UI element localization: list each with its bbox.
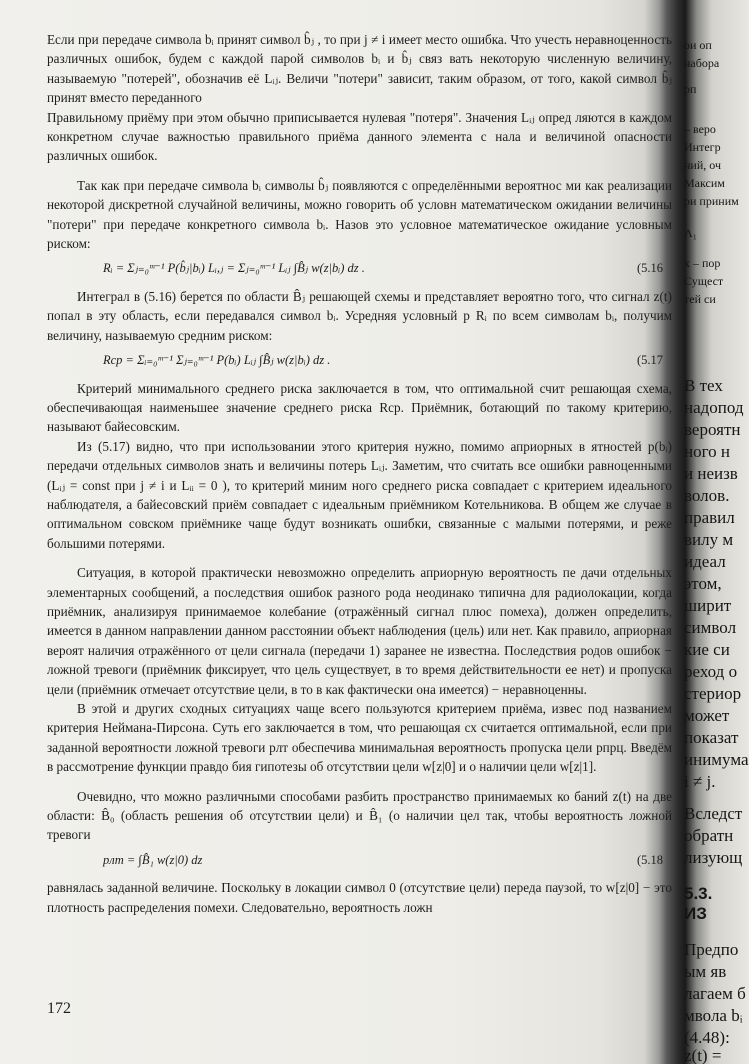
paragraph: Из (5.17) видно, что при использовании этого критерия нужно, помимо априорных в ятностей p(bᵢ) передачи отдельных символов знать и величины потерь Lᵢⱼ. Заметим, что считать все ошибки равноценными (Lᵢⱼ = const при j ≠ i и Lᵢᵢ = 0 ), то критерий миним ного среднего риска совпадает с критерием идеального наблюдателя, а байесовский приём совпадает с идеальным приёмником Котельникова. В общем же случае в оптимальном совском приёмнике чаще будут возникать ошибки, связанные с малыми потерями, и реже большими потерями. (47, 438, 672, 551)
right-text-fragment: i ≠ j. (684, 772, 716, 791)
right-text-fragment: показат (684, 728, 739, 747)
right-text-fragment: ширит (684, 596, 732, 615)
right-text-fragment: В тех (684, 376, 723, 395)
right-heading-fragment: 5.3. (684, 884, 713, 903)
right-text-fragment: лизующ (684, 848, 743, 867)
right-text-fragment: обратн (684, 826, 734, 845)
right-text-fragment: вероятн (684, 420, 741, 439)
right-text-fragment: Λ₁ (684, 226, 697, 240)
right-text-fragment: тей си (684, 292, 716, 306)
formula-text: Rср = Σᵢ₌₀ᵐ⁻¹ Σⱼ₌₀ᵐ⁻¹ P(bᵢ) Lᵢⱼ ∫B̂ⱼ w(z|bᵢ) dz . (103, 353, 331, 368)
right-text-fragment: реход о (684, 662, 738, 681)
right-text-fragment: ного н (684, 442, 730, 461)
paragraph: Очевидно, что можно различными способами разбить пространство принимаемых ко баний z(t) на две области: B̂₀ (область решения об отсутствии цели) и B̂₁ (о наличии цел так, чтобы вероятность ложной тревоги (47, 788, 672, 843)
right-text-fragment: идеал (684, 552, 726, 571)
right-text-fragment: вилу м (684, 530, 734, 549)
formula-number: (5.17 (636, 353, 663, 368)
right-text-fragment: правил (684, 508, 735, 527)
formula-text: pлт = ∫B̂₁ w(z|0) dz (103, 852, 203, 867)
right-text-fragment: ний, оч (684, 158, 721, 172)
paragraph: Правильному приёму при этом обычно приписывается нулевая "потеря". Значения Lᵢⱼ опред ляются в каждом конкретном случае важностью правильного приёма данного элемента с нала и величиной опасности различных ошибок. (47, 109, 672, 164)
formula-5-16 (103, 259, 663, 278)
paragraph: В этой и других сходных ситуациях чаще всего пользуются критерием приёма, извес под названием критерия Неймана-Пирсона. Суть его заключается в том, что решающая сх считается оптимальной, если при заданной вероятности ложной тревоги pлт обеспечива минимальная вероятность пропуска цели pпрц. Введём в рассмотрение функции правдо бия гипотезы об отсутствии цели w[z|0] и о наличии цели w[z|1]. (47, 701, 672, 775)
right-text-fragment: Интегр (684, 140, 721, 154)
right-text-fragment: ым яв (684, 962, 727, 981)
right-text-fragment: Сущест (684, 274, 724, 288)
right-text-fragment: ои оп (684, 38, 712, 52)
right-text-fragment: – веро (684, 122, 716, 136)
right-text-fragment: волов. (684, 486, 730, 505)
right-text-fragment: Вследст (684, 804, 743, 823)
right-page-fragment (684, 0, 749, 1064)
paragraph: Ситуация, в которой практически невозможно определить априорную вероятность пе дачи отдельных элементарных сообщений, а последствия ошибок разного рода неодинако типична для радиолокации, когда приёмник, анализируя принимаемое колебание (отражённый сигнал плюс помеха), должен определить, имеется в данном направлении данном расстоянии объект наблюдения (цель) или нет. Как правило, априорная вероят наличия отражённого от цели сигнала (передачи 1) заранее не известна. Последствия родов ошибок − ложной тревоги (приёмник фиксирует, что цель существует, в то время действительности ее нет) и пропуска цели (приёмник отмечает отсутствие цели, в то в как фактически она имеется) − неравноценны. (47, 565, 672, 697)
right-text-fragment: z(t) = (684, 1046, 722, 1064)
formula-text: Rᵢ = Σⱼ₌₀ᵐ⁻¹ P(b̂ⱼ|bᵢ) Lᵢ,ⱼ = Σⱼ₌₀ᵐ⁻¹ Lᵢⱼ ∫B̂ⱼ w(z|bᵢ) dz . (103, 261, 365, 276)
paragraph: Так как при передаче символа bᵢ символы b̂ⱼ появляются с определёнными вероятнос ми как реализации некоторой дискретной случайной величины, можно говорить об условн математическом ожидании величины "потери" при передаче конкретного символа bᵢ. Назов это условное математическое ожидание условным риском: (47, 177, 672, 252)
right-text-fragment: лагаем б (684, 984, 746, 1003)
right-text-fragment: кие си (684, 640, 730, 659)
right-text-fragment: и неизв (684, 464, 738, 483)
right-text-fragment: х – пор (684, 256, 721, 270)
right-text-fragment: символ (684, 618, 737, 637)
formula-5-17 (103, 351, 663, 370)
right-heading-fragment: ИЗ (684, 904, 707, 923)
right-text-fragment: (4.48): (684, 1028, 730, 1047)
right-text-fragment: Максим (684, 176, 725, 190)
right-text-fragment: стериор (684, 684, 742, 703)
formula-number: (5.18 (636, 852, 663, 867)
right-text-fragment: мвола bᵢ (684, 1006, 743, 1025)
formula-5-18 (103, 851, 663, 870)
right-text-fragment: pп (684, 82, 697, 96)
page-number: 172 (47, 1000, 71, 1017)
paragraph: Интеграл в (5.16) берется по области B̂ⱼ решающей схемы и представляет вероятно того, что сигнал z(t) попал в эту область, если передавался символ bᵢ. Усредняя условный р Rᵢ по всем символам bᵢ, получим величину, называемую средним риском: (47, 288, 672, 343)
right-text-fragment: этом, (684, 574, 722, 593)
formula-number: (5.16 (636, 261, 663, 276)
paragraph: Критерий минимального среднего риска заключается в том, что оптимальной счит решающая схема, обеспечивающая наименьшее значение среднего риска Rср. Приёмник, ботающий по такому критерию, называют байесовским. (47, 380, 672, 435)
right-text-fragment: может (684, 706, 730, 725)
paragraph: Если при передаче символа bᵢ принят символ b̂ⱼ , то при j ≠ i имеет место ошибка. Что учесть неравноценность различных ошибок, будем с каждой парой символов bᵢ и b̂ⱼ связ вать некоторую численную величину, называемую "потерей", обозначив её Lᵢⱼ. Величи "потери" зависит, таким образом, от того, какой символ b̂ⱼ принят вместо переданного (47, 32, 672, 106)
right-text-fragment: надопод (684, 398, 744, 417)
right-text-fragment: ри приним (684, 194, 739, 208)
right-text-fragment: набора (684, 56, 720, 70)
paragraph: равнялась заданной величине. Поскольку в локации символ 0 (отсутствие цели) переда паузой, то w[z|0] − это плотность распределения помехи. Следовательно, вероятность ложн (47, 880, 672, 915)
left-page-text (47, 30, 672, 917)
right-text-fragment: инимума (684, 750, 749, 769)
right-text-fragment: Предпо (684, 940, 739, 959)
